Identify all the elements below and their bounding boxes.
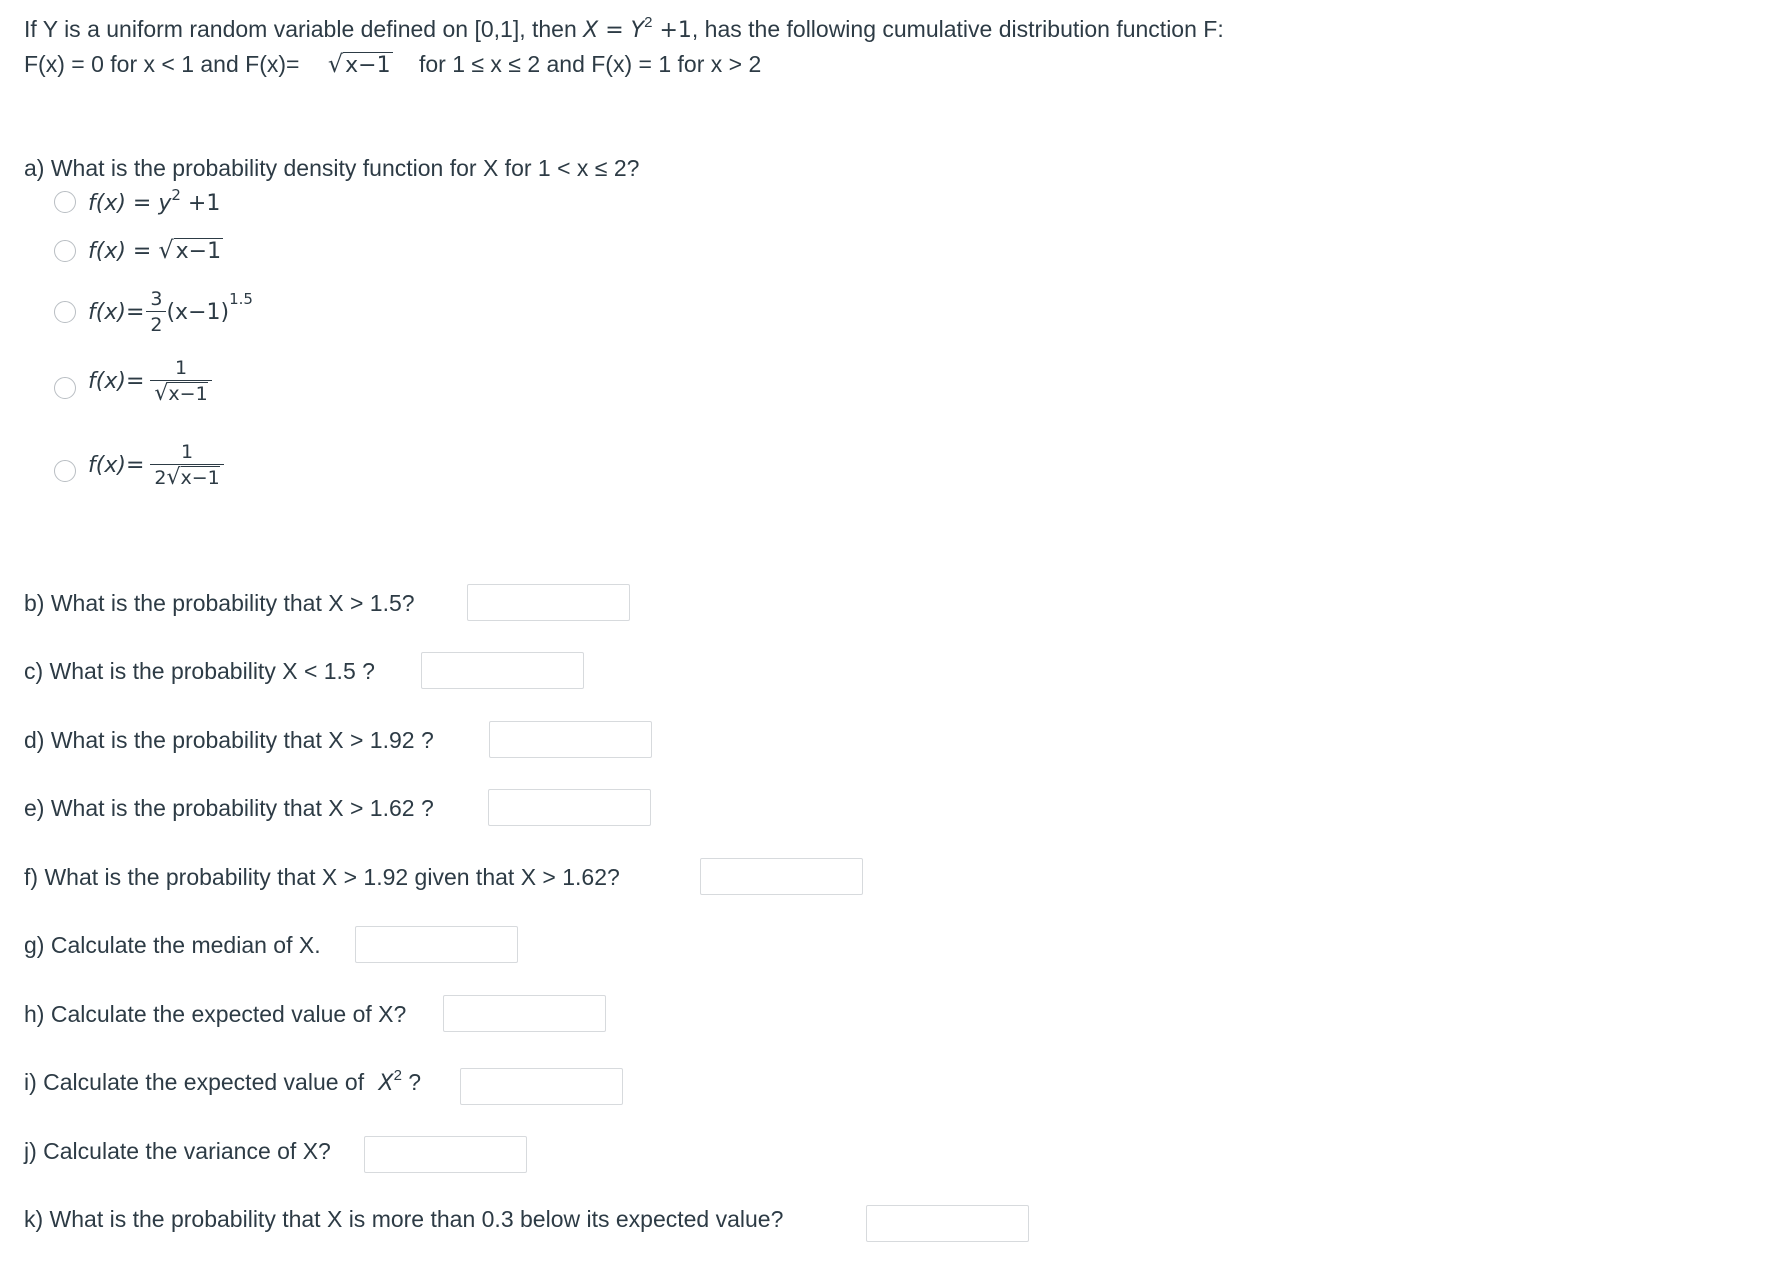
answer-c-input[interactable] bbox=[421, 652, 584, 689]
option-5-label bbox=[88, 440, 224, 491]
intro-line-1 bbox=[24, 16, 1224, 43]
question-k-label: k) What is the probability that X is more than 0.3 below its expected value? bbox=[24, 1206, 784, 1232]
answer-k-input[interactable] bbox=[866, 1205, 1029, 1242]
fraction bbox=[146, 287, 166, 338]
eq: = bbox=[125, 239, 159, 264]
intro-text-end: , has the following cumulative distribution function F: bbox=[691, 16, 1224, 42]
lhs: f(x) bbox=[88, 453, 126, 478]
question-g-label: g) Calculate the median of X. bbox=[24, 932, 321, 958]
option-5-radio[interactable] bbox=[54, 460, 76, 482]
var-X: X bbox=[378, 1071, 394, 1096]
radicand: x−1 bbox=[168, 383, 208, 405]
option-3-label bbox=[88, 287, 253, 338]
question-i-label bbox=[24, 1069, 421, 1096]
cdf-text: F(x) = 0 for x < 1 and F(x)= bbox=[24, 51, 300, 77]
fraction bbox=[150, 356, 211, 407]
answer-i-input[interactable] bbox=[460, 1068, 623, 1105]
option-4-label bbox=[88, 356, 212, 407]
eq: = bbox=[125, 453, 145, 478]
answer-e-input[interactable] bbox=[488, 789, 651, 826]
radical-icon: √ bbox=[327, 50, 344, 78]
question-a-prompt: a) What is the probability density function for X for 1 < x ≤ 2? bbox=[24, 155, 640, 181]
answer-f-input[interactable] bbox=[700, 858, 863, 895]
radical-icon: √ bbox=[154, 381, 169, 406]
radicand: x−1 bbox=[175, 239, 222, 264]
option-2-radio[interactable] bbox=[54, 240, 76, 262]
lhs: f(x) bbox=[88, 369, 126, 394]
cdf-text-end: for 1 ≤ x ≤ 2 and F(x) = 1 for x > 2 bbox=[418, 51, 762, 77]
intro-line-2 bbox=[24, 50, 761, 78]
denominator bbox=[150, 464, 223, 491]
denominator bbox=[150, 380, 211, 407]
sqrt-expression bbox=[158, 236, 223, 264]
question-f-label: f) What is the probability that X > 1.92 given that X > 1.62? bbox=[24, 864, 620, 890]
plus-one: +1 bbox=[652, 18, 692, 43]
question-h-label: h) Calculate the expected value of X? bbox=[24, 1001, 407, 1027]
coefficient: 2 bbox=[154, 467, 167, 489]
radicand: x−1 bbox=[180, 467, 220, 489]
option-1-label bbox=[88, 186, 221, 216]
answer-b-input[interactable] bbox=[467, 584, 630, 621]
eq: = bbox=[125, 369, 145, 394]
rest: +1 bbox=[180, 191, 221, 216]
exponent: 2 bbox=[644, 14, 653, 31]
question-c-label: c) What is the probability X < 1.5 ? bbox=[24, 658, 375, 684]
answer-g-input[interactable] bbox=[355, 926, 518, 963]
radical-icon: √ bbox=[158, 236, 174, 264]
var-X: X bbox=[583, 18, 599, 43]
lhs: f(x) bbox=[88, 239, 126, 264]
option-2-label bbox=[88, 236, 223, 264]
question-j-label: j) Calculate the variance of X? bbox=[24, 1138, 331, 1164]
answer-h-input[interactable] bbox=[443, 995, 606, 1032]
numerator: 3 bbox=[150, 288, 163, 310]
sqrt-expression bbox=[328, 50, 393, 78]
exponent: 1.5 bbox=[229, 289, 253, 308]
radical-icon: √ bbox=[166, 465, 181, 490]
question-e-label: e) What is the probability that X > 1.62 ? bbox=[24, 795, 434, 821]
denominator: 2 bbox=[146, 311, 166, 338]
eq: = bbox=[125, 300, 145, 325]
var-Y: Y bbox=[630, 18, 645, 43]
numerator: 1 bbox=[174, 357, 188, 379]
base: (x−1) bbox=[166, 300, 230, 325]
fraction bbox=[150, 440, 223, 491]
question-i-text: i) Calculate the expected value of bbox=[24, 1069, 365, 1095]
eq: = bbox=[125, 191, 159, 216]
numerator: 1 bbox=[181, 441, 194, 463]
question-mark: ? bbox=[401, 1069, 422, 1095]
option-3-radio[interactable] bbox=[54, 301, 76, 323]
exponent: 2 bbox=[171, 186, 181, 204]
exponent: 2 bbox=[393, 1067, 402, 1084]
intro-text: If Y is a uniform random variable defined on [0,1], then bbox=[24, 16, 577, 42]
question-d-label: d) What is the probability that X > 1.92 ? bbox=[24, 727, 434, 753]
answer-j-input[interactable] bbox=[364, 1136, 527, 1173]
lhs: f(x) bbox=[88, 300, 126, 325]
equals-sign: = bbox=[598, 18, 631, 43]
lhs: f(x) bbox=[88, 191, 126, 216]
option-4-radio[interactable] bbox=[54, 377, 76, 399]
answer-d-input[interactable] bbox=[489, 721, 652, 758]
var-y: y bbox=[158, 191, 172, 216]
question-b-label: b) What is the probability that X > 1.5? bbox=[24, 590, 415, 616]
radicand: x−1 bbox=[345, 53, 391, 78]
option-1-radio[interactable] bbox=[54, 191, 76, 213]
